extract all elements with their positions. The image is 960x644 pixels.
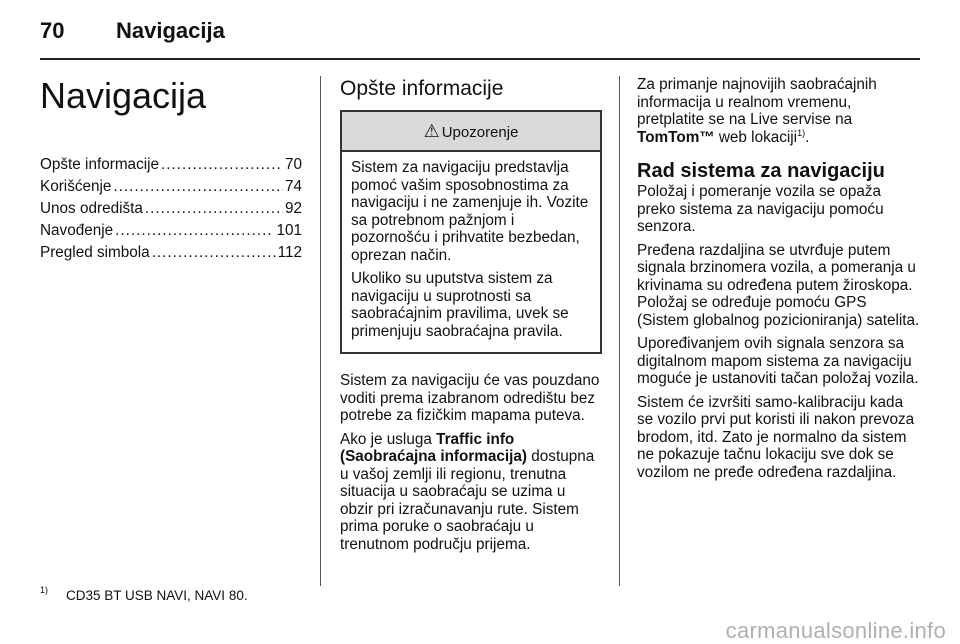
body-paragraph: Pređena razdaljina se utvrđuje putem signala brzinomera vozila, a pomeranja u krivinama su određena putem žiroskopa. Položaj se određuje pomoću GPS (Sistem globalnog pozicioniranja) satelita. [637,241,920,329]
warning-triangle-icon: ⚠ [423,121,440,141]
subsection-title: Rad sistema za navigaciju [637,160,885,182]
warning-paragraph: Ukoliko su uputstva sistem za navigaciju u suprotnosti sa saobraćajnim pravilima, uvek se primenjuju saobraćajna pravila. [351,270,569,340]
toc-leader-dots [113,176,283,198]
toc-entry[interactable] [40,176,302,198]
toc-entry-label: Opšte informacije [40,156,160,173]
body-paragraph: Sistem će izvršiti samo-kalibraciju kada se vozilo prvi put koristi ili nakon prevoza brodom, itd. Zato je normalno da sistem ne pokazuje tačnu lokaciju sve dok se vozilom ne pređe određena razdaljina. [637,393,915,481]
text-run: web lokaciji [714,128,798,146]
text-run: Za primanje najnovijih saobraćajnih informacija u realnom vremenu, pretplatite se na Live servise na [637,76,877,128]
right-column [637,76,921,487]
toc-entry[interactable] [40,242,302,264]
table-of-contents [40,154,302,264]
toc-entry[interactable] [40,220,302,242]
toc-entry-page: 74 [284,178,302,195]
toc-entry-label: Pregled simbola [40,244,150,261]
toc-entry[interactable] [40,198,302,220]
middle-column [340,76,602,559]
chapter-title: Navigacija [40,75,207,116]
body-paragraph: Sistem za navigaciju će vas pouzdano voditi prema izabranom odredištu bez potrebe za fizičkim mapama puteva. [340,372,600,424]
column-divider-2 [619,76,620,586]
toc-leader-dots [152,242,276,264]
toc-entry-label: Unos odredišta [40,200,143,217]
body-paragraph: Upoređivanjem ovih signala senzora sa digitalnom mapom sistema za navigaciju moguće je ustanoviti tačan položaj vozila. [637,335,919,387]
footnote [40,585,248,603]
toc-leader-dots [115,220,274,242]
toc-column [40,76,302,264]
bold-term: TomTom™ [637,128,715,146]
header-divider [40,58,920,60]
toc-entry-page: 92 [284,200,302,217]
bold-term: Traffic info (Saobraćajna informacija) [340,430,528,465]
warning-paragraph: Sistem za navigaciju predstavlja pomoć vašim sposobnostima za navigaciju i ne zamenjuje ih. Vozite sa potrebnom pažnjom i pozornošću i prihvatite bezbedan, oprezan način. [351,159,589,264]
toc-entry-page: 101 [276,222,302,239]
section-title: Opšte informacije [340,77,504,100]
toc-entry-label: Korišćenje [40,178,112,195]
toc-entry[interactable] [40,154,302,176]
body-paragraph: Položaj i pomeranje vozila se opaža preko sistema za navigaciju pomoću senzora. [637,183,884,235]
warning-box [340,110,602,354]
watermark-text: carmanualsonline.info [725,618,946,643]
warning-header [342,112,600,152]
footnote-reference[interactable]: 1) [797,127,806,138]
column-divider-1 [320,76,321,586]
footnote-text: CD35 BT USB NAVI, NAVI 80. [66,588,248,603]
toc-entry-label: Navođenje [40,222,114,239]
body-paragraph [340,431,602,554]
toc-leader-dots [161,154,283,176]
text-run: Ako je usluga [340,430,437,448]
text-run: . [805,128,810,146]
toc-leader-dots [145,198,283,220]
text-run: dostupna u vašoj zemlji ili regionu, trenutna situacija u saobraćaju se uzima u obzir pri izračunavanju rute. Sistem prima poruke o saobraćaju u trenutnom području prijema. [340,448,595,553]
toc-entry-page: 70 [284,156,302,173]
body-paragraph [637,76,921,146]
page-number: 70 [40,18,65,43]
warning-body [342,152,600,352]
running-header-title: Navigacija [116,18,225,43]
toc-entry-page: 112 [277,244,302,261]
footnote-mark: 1) [40,585,49,595]
warning-heading: Upozorenje [441,124,519,141]
